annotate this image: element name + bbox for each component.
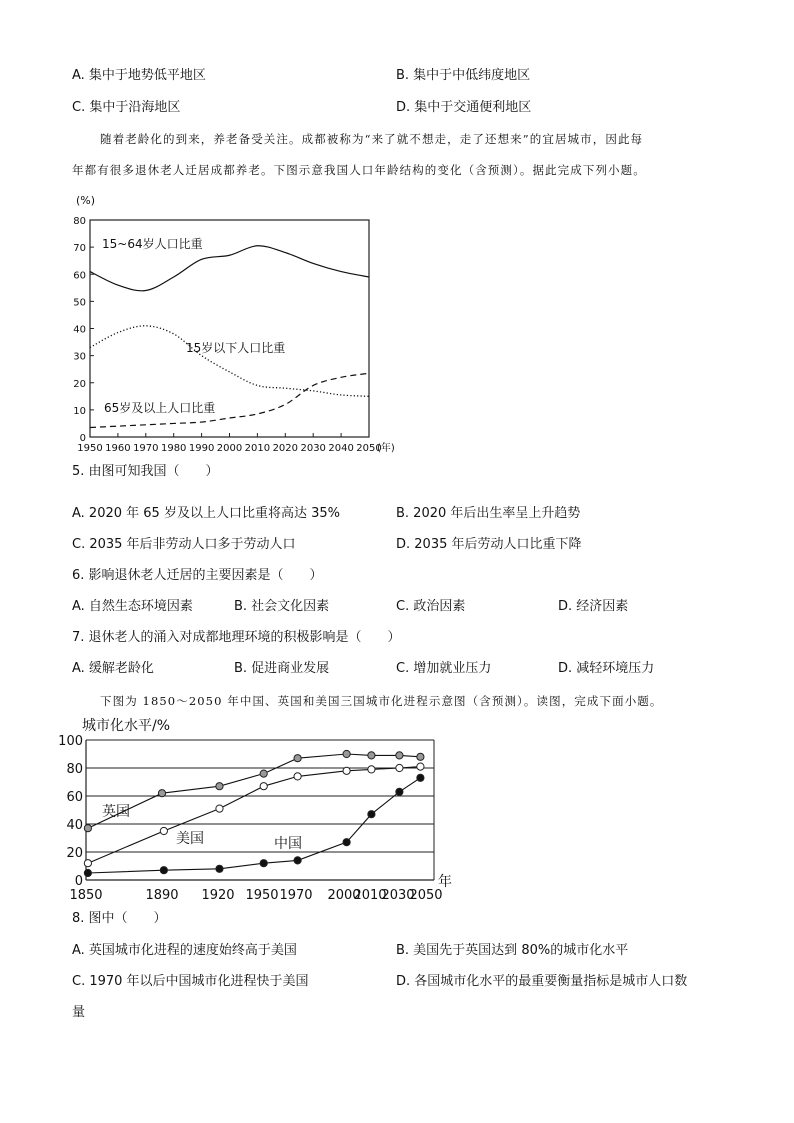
intro1-line1: 随着老龄化的到来，养老备受关注。成都被称为“来了就不想走，走了还想来”的宜居城市，因此每 xyxy=(100,132,644,146)
x-tick-label: 1960 xyxy=(105,443,131,454)
x-tick-label: 1980 xyxy=(160,443,187,454)
x-tick-label: 1850 xyxy=(69,888,103,903)
chart1-y-unit: (%) xyxy=(76,194,96,207)
series-usa-point xyxy=(216,805,223,812)
y-tick-label: 80 xyxy=(73,216,86,227)
x-tick-label: 2010 xyxy=(244,443,271,454)
x-tick-label: 2020 xyxy=(272,443,299,454)
q5-option-a: A. 2020 年 65 岁及以上人口比重将高达 35% xyxy=(72,506,340,521)
x-axis-unit: (年) xyxy=(377,443,395,454)
y-tick-label: 0 xyxy=(79,433,86,444)
series-britain-point xyxy=(368,752,375,759)
y-tick-label: 70 xyxy=(73,243,86,255)
label-under-15: 15岁以下人口比重 xyxy=(186,341,286,355)
q8-option-d: D. 各国城市化水平的最重要衡量指标是城市人口数 xyxy=(396,974,688,989)
q4-option-c: C. 集中于沿海地区 xyxy=(72,100,181,115)
q8-option-d-continued: 量 xyxy=(72,1005,86,1020)
chart2-title: 城市化水平/% xyxy=(82,718,171,734)
x-tick-label: 2010 xyxy=(353,888,387,903)
series-usa-point xyxy=(84,860,91,867)
q4-option-d: D. 集中于交通便利地区 xyxy=(396,100,532,115)
y-tick-label: 0 xyxy=(74,874,83,889)
q6-stem: 6. 影响退休老人迁居的主要因素是（ ） xyxy=(72,568,323,583)
series-britain-point xyxy=(84,825,91,832)
series-china-point xyxy=(368,811,375,818)
q6-option-b: B. 社会文化因素 xyxy=(234,599,330,614)
y-tick-label: 30 xyxy=(73,351,86,363)
series-britain-point xyxy=(216,783,223,790)
q6-option-a: A. 自然生态环境因素 xyxy=(72,599,193,614)
q8-option-a: A. 英国城市化进程的速度始终高于美国 xyxy=(72,943,297,958)
y-tick-label: 10 xyxy=(73,405,86,417)
q7-stem: 7. 退休老人的涌入对成都地理环境的积极影响是（ ） xyxy=(72,630,401,645)
label-working-age: 15~64岁人口比重 xyxy=(102,237,203,251)
series-china-point xyxy=(216,865,223,872)
label-china: 中国 xyxy=(274,836,302,852)
q4-option-a: A. 集中于地势低平地区 xyxy=(72,68,206,83)
q7-option-b: B. 促进商业发展 xyxy=(234,661,330,676)
age-structure-chart xyxy=(70,192,400,452)
x-tick-label: 2040 xyxy=(328,443,354,454)
series-usa-point xyxy=(396,764,403,771)
x-tick-label: 1950 xyxy=(77,443,103,454)
intro1-line2: 年都有很多退休老人迁居成都养老。下图示意我国人口年龄结构的变化（含预测）。据此完成下列小题。 xyxy=(72,163,646,177)
series-china-point xyxy=(84,869,91,876)
series-britain-point xyxy=(343,750,350,757)
series-britain-point xyxy=(417,753,424,760)
x-tick-label: 1970 xyxy=(133,443,159,454)
series-britain-point xyxy=(396,752,403,759)
series-china-point xyxy=(417,774,424,781)
label-usa: 美国 xyxy=(176,831,204,847)
q5-option-b: B. 2020 年后出生率呈上升趋势 xyxy=(396,506,581,521)
q8-stem: 8. 图中（ ） xyxy=(72,911,167,926)
y-tick-label: 80 xyxy=(66,762,83,777)
x-tick-label: 1970 xyxy=(279,888,313,903)
series-china-point xyxy=(160,867,167,874)
series-china-point xyxy=(294,857,301,864)
series-usa-point xyxy=(368,766,375,773)
intro2-line1: 下图为 1850～2050 年中国、英国和美国三国城市化进程示意图（含预测）。读图，完成下面小题。 xyxy=(100,694,663,708)
x-tick-label: 2050 xyxy=(409,888,443,903)
q5-stem: 5. 由图可知我国（ ） xyxy=(72,464,219,479)
x-tick-label: 2030 xyxy=(381,888,415,903)
series-china-point xyxy=(343,839,350,846)
y-tick-label: 60 xyxy=(73,270,86,282)
chart2-x-unit: 年 xyxy=(438,874,452,890)
y-tick-label: 50 xyxy=(73,297,86,309)
series-china xyxy=(88,778,421,873)
x-tick-label: 2000 xyxy=(327,888,361,903)
y-tick-label: 100 xyxy=(58,734,83,749)
x-tick-label: 1890 xyxy=(145,888,179,903)
q6-option-c: C. 政治因素 xyxy=(396,599,466,614)
q8-option-b: B. 美国先于英国达到 80%的城市化水平 xyxy=(396,943,629,958)
x-tick-label: 2030 xyxy=(300,443,326,454)
x-tick-label: 1950 xyxy=(245,888,279,903)
label-65-plus: 65岁及以上人口比重 xyxy=(104,401,216,415)
y-tick-label: 20 xyxy=(66,846,83,861)
series-britain-point xyxy=(260,770,267,777)
q7-option-a: A. 缓解老龄化 xyxy=(72,661,154,676)
q7-option-d: D. 减轻环境压力 xyxy=(558,661,655,676)
series-usa-point xyxy=(260,783,267,790)
y-tick-label: 40 xyxy=(73,324,86,336)
x-tick-label: 2050 xyxy=(356,443,382,454)
x-tick-label: 1920 xyxy=(201,888,235,903)
y-tick-label: 40 xyxy=(66,818,83,833)
q8-option-c: C. 1970 年以后中国城市化进程快于美国 xyxy=(72,974,309,989)
y-tick-label: 20 xyxy=(73,378,86,390)
series-britain-point xyxy=(294,755,301,762)
q5-option-c: C. 2035 年后非劳动人口多于劳动人口 xyxy=(72,537,296,552)
q7-option-c: C. 增加就业压力 xyxy=(396,661,492,676)
series-china-point xyxy=(396,788,403,795)
series-usa-point xyxy=(417,763,424,770)
q6-option-d: D. 经济因素 xyxy=(558,599,629,614)
series-usa-point xyxy=(294,773,301,780)
y-tick-label: 60 xyxy=(66,790,83,805)
series-china-point xyxy=(260,860,267,867)
series-usa-point xyxy=(160,827,167,834)
q4-option-b: B. 集中于中低纬度地区 xyxy=(396,68,531,83)
x-tick-label: 2000 xyxy=(216,443,243,454)
urbanization-chart xyxy=(58,716,462,906)
label-britain: 英国 xyxy=(102,804,130,820)
series-britain-point xyxy=(158,790,165,797)
x-tick-label: 1990 xyxy=(188,443,215,454)
series-usa-point xyxy=(343,767,350,774)
q5-option-d: D. 2035 年后劳动人口比重下降 xyxy=(396,537,582,552)
